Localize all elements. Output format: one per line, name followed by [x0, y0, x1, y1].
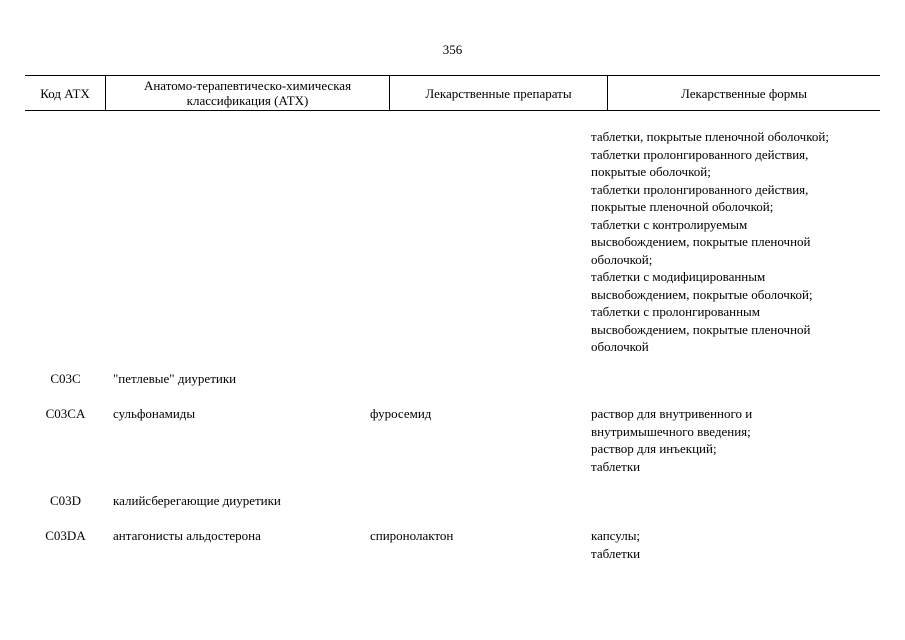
form-line: высвобождением, покрытые пленочной [591, 321, 811, 337]
continued-forms [591, 128, 876, 356]
header-classification: Анатомо-терапевтическо-химическая классификация (АТХ) [106, 76, 390, 110]
row-forms [591, 527, 876, 562]
form-line: высвобождением, покрытые пленочной [591, 234, 811, 249]
row-forms [591, 405, 876, 475]
header-forms: Лекарственные формы [680, 85, 808, 101]
row-drug: спиронолактон [370, 528, 454, 543]
form-line: раствор для инъекций; [591, 441, 717, 456]
row-code: C03D [49, 493, 82, 508]
form-line: оболочкой; [591, 251, 653, 267]
form-line: таблетки, покрытые пленочной оболочкой; [591, 129, 829, 144]
form-line: таблетки пролонгированного действия, [591, 181, 809, 197]
form-line: капсулы; [591, 528, 641, 543]
form-line: покрытые пленочной оболочкой; [591, 199, 774, 214]
form-line: таблетки [591, 545, 641, 561]
row-classification: калийсберегающие диуретики [113, 493, 281, 508]
row-classification: сульфонамиды [113, 406, 196, 421]
row-classification: антагонисты альдостерона [113, 528, 261, 543]
form-line: таблетки пролонгированного действия, [591, 146, 809, 162]
header-drugs: Лекарственные препараты [390, 76, 608, 110]
row-classification: "петлевые" диуретики [113, 371, 237, 386]
row-code: C03CA [45, 406, 86, 421]
header-code: Код АТХ [25, 76, 106, 110]
form-line: раствор для внутривенного и [591, 406, 753, 421]
row-code: C03DA [45, 528, 86, 543]
form-line: таблетки с контролируемым [591, 216, 748, 232]
form-line: высвобождением, покрытые оболочкой; [591, 286, 813, 302]
form-line: таблетки с модифицированным [591, 269, 766, 284]
row-drug: фуросемид [370, 406, 432, 421]
form-line: таблетки [591, 458, 641, 474]
form-line: таблетки с пролонгированным [591, 304, 761, 319]
form-line: покрытые оболочкой; [591, 164, 711, 179]
row-code: C03C [50, 371, 81, 386]
form-line: оболочкой [591, 339, 649, 354]
page-number: 356 [442, 42, 463, 57]
form-line: внутримышечного введения; [591, 423, 751, 439]
table-header [25, 75, 880, 111]
